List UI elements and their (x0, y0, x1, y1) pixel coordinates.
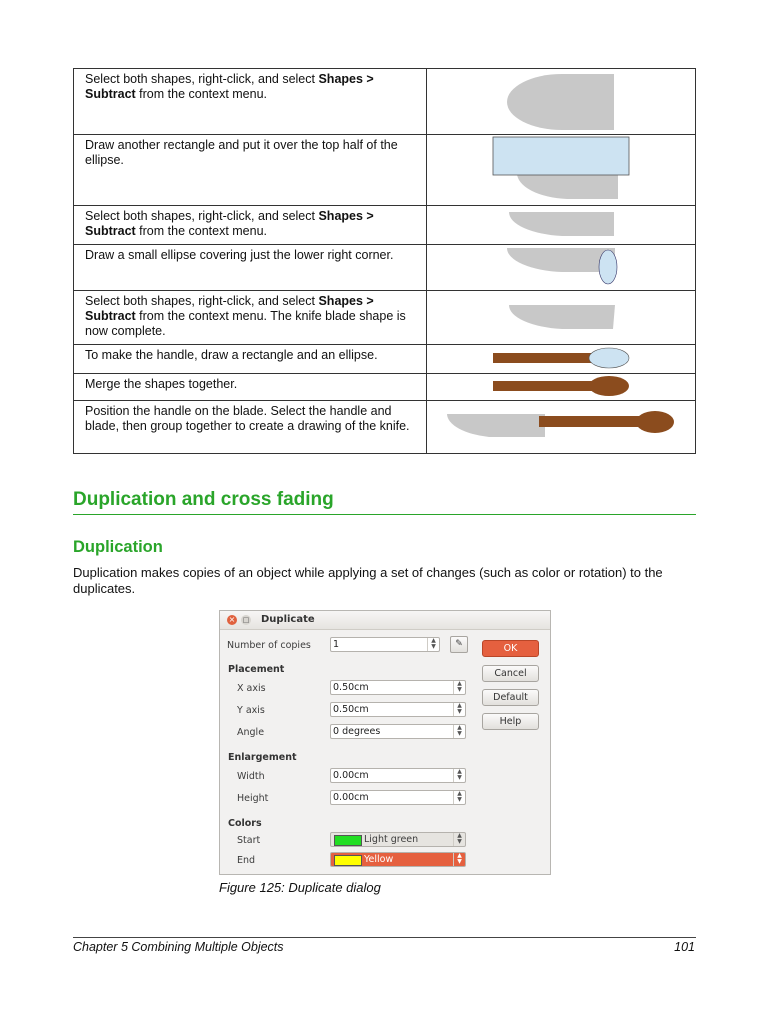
spin-icon[interactable]: ▲ ▼ (453, 853, 465, 866)
step-illustration (427, 245, 696, 291)
small-ellipse (599, 250, 617, 284)
knife-drawing (427, 401, 695, 452)
y-axis-label: Y axis (237, 705, 265, 716)
instruction-text: Draw another rectangle and put it over the top half of the ellipse. (85, 138, 398, 167)
finished-blade (427, 291, 695, 343)
knife-handle (539, 416, 651, 427)
step-text (74, 345, 427, 374)
step-illustration (427, 401, 696, 454)
cancel-button[interactable]: Cancel (482, 665, 539, 682)
instruction-text: Select both shapes, right-click, and select (85, 72, 319, 86)
colors-label: Colors (228, 818, 262, 829)
instruction-text: from the context menu. The knife blade shape is now complete. (85, 309, 406, 338)
instruction-text: Select both shapes, right-click, and select (85, 209, 319, 223)
height-label: Height (237, 793, 269, 804)
instruction-text: from the context menu. (135, 224, 268, 238)
step-illustration (427, 135, 696, 206)
step-text (74, 401, 427, 454)
width-field[interactable] (330, 768, 466, 783)
eyedropper-icon: ✎ (455, 639, 463, 649)
maximize-icon[interactable]: □ (242, 616, 250, 624)
instruction-text: To make the handle, draw a rectangle and an ellipse. (85, 348, 378, 362)
start-color-value: Light green (364, 834, 419, 845)
start-color-select[interactable] (330, 832, 466, 847)
angle-label: Angle (237, 727, 265, 738)
number-of-copies-label: Number of copies (227, 640, 311, 651)
x-axis-label: X axis (237, 683, 266, 694)
steps-table (73, 68, 696, 454)
footer-rule (73, 937, 696, 938)
end-label: End (237, 855, 256, 866)
spin-icon[interactable]: ▲ ▼ (453, 725, 465, 738)
dialog-titlebar (220, 611, 550, 630)
end-color-select[interactable] (330, 852, 466, 867)
subheading: Duplication (73, 538, 163, 556)
body-paragraph: Duplication makes copies of an object while applying a set of changes (such as color or rotation) to the duplicates. (73, 565, 663, 596)
width-label: Width (237, 771, 265, 782)
blade-shape (509, 305, 615, 329)
instruction-text: Merge the shapes together. (85, 377, 238, 391)
end-color-value: Yellow (364, 854, 394, 865)
blade-lower-shape (427, 206, 695, 243)
footer-chapter: Chapter 5 Combining Multiple Objects (73, 940, 284, 954)
instruction-text: Position the handle on the blade. Select the handle and blade, then group together to create a drawing of the knife. (85, 404, 410, 433)
start-color-swatch (334, 835, 362, 846)
number-of-copies-value: 1 (333, 639, 340, 650)
width-value: 0.00cm (333, 770, 369, 781)
rectangle-over-shape (427, 135, 695, 204)
blade-shape (509, 212, 614, 236)
angle-value: 0 degrees (333, 726, 381, 737)
close-icon[interactable]: × (228, 615, 236, 624)
spin-icon[interactable]: ▲ ▼ (453, 833, 465, 846)
spin-icon[interactable]: ▲ ▼ (427, 638, 439, 651)
spin-icon[interactable]: ▲ ▼ (453, 769, 465, 782)
y-axis-value: 0.50cm (333, 704, 369, 715)
section-heading: Duplication and cross fading (73, 489, 696, 515)
step-illustration (427, 374, 696, 401)
overlay-rectangle (493, 137, 629, 175)
blade-shape (507, 74, 614, 130)
handle-ellipse (589, 376, 629, 396)
spin-icon[interactable]: ▲ ▼ (453, 703, 465, 716)
duplicate-dialog (219, 610, 551, 875)
spin-icon[interactable]: ▲ ▼ (453, 791, 465, 804)
figure-caption: Figure 125: Duplicate dialog (219, 880, 381, 895)
default-button[interactable]: Default (482, 689, 539, 706)
step-text (74, 206, 427, 245)
handle-ellipse (589, 348, 629, 368)
footer-page-number: 101 (674, 940, 695, 954)
step-illustration (427, 69, 696, 135)
step-text (74, 135, 427, 206)
x-axis-value: 0.50cm (333, 682, 369, 693)
blade-shape (447, 414, 545, 437)
step-illustration (427, 291, 696, 345)
y-axis-field[interactable] (330, 702, 466, 717)
step-text (74, 291, 427, 345)
angle-field[interactable] (330, 724, 466, 739)
x-axis-field[interactable] (330, 680, 466, 695)
instruction-text: Select both shapes, right-click, and select (85, 294, 319, 308)
step-text (74, 245, 427, 291)
help-button[interactable]: Help (482, 713, 539, 730)
handle-parts (427, 345, 695, 372)
end-color-swatch (334, 855, 362, 866)
height-field[interactable] (330, 790, 466, 805)
values-from-selection-button[interactable] (450, 636, 468, 653)
instruction-text: Draw a small ellipse covering just the lower right corner. (85, 248, 394, 262)
instruction-text: from the context menu. (135, 87, 268, 101)
step-illustration (427, 345, 696, 374)
handle-rectangle (493, 381, 599, 391)
dialog-title: Duplicate (261, 614, 315, 625)
step-text (74, 374, 427, 401)
menu-command-text: Shapes > Subtract (85, 72, 374, 101)
height-value: 0.00cm (333, 792, 369, 803)
half-ellipse-shape (427, 69, 695, 133)
menu-command-text: Shapes > Subtract (85, 209, 374, 238)
step-illustration (427, 206, 696, 245)
step-text (74, 69, 427, 135)
number-of-copies-field[interactable] (330, 637, 440, 652)
enlargement-label: Enlargement (228, 752, 297, 763)
start-label: Start (237, 835, 261, 846)
ok-button[interactable]: OK (482, 640, 539, 657)
blade-small-ellipse (427, 245, 695, 289)
handle-rectangle (493, 353, 599, 363)
placement-label: Placement (228, 664, 285, 675)
merged-handle (427, 374, 695, 399)
knife-handle-end (636, 411, 674, 433)
menu-command-text: Shapes > Subtract (85, 294, 374, 323)
spin-icon[interactable]: ▲ ▼ (453, 681, 465, 694)
